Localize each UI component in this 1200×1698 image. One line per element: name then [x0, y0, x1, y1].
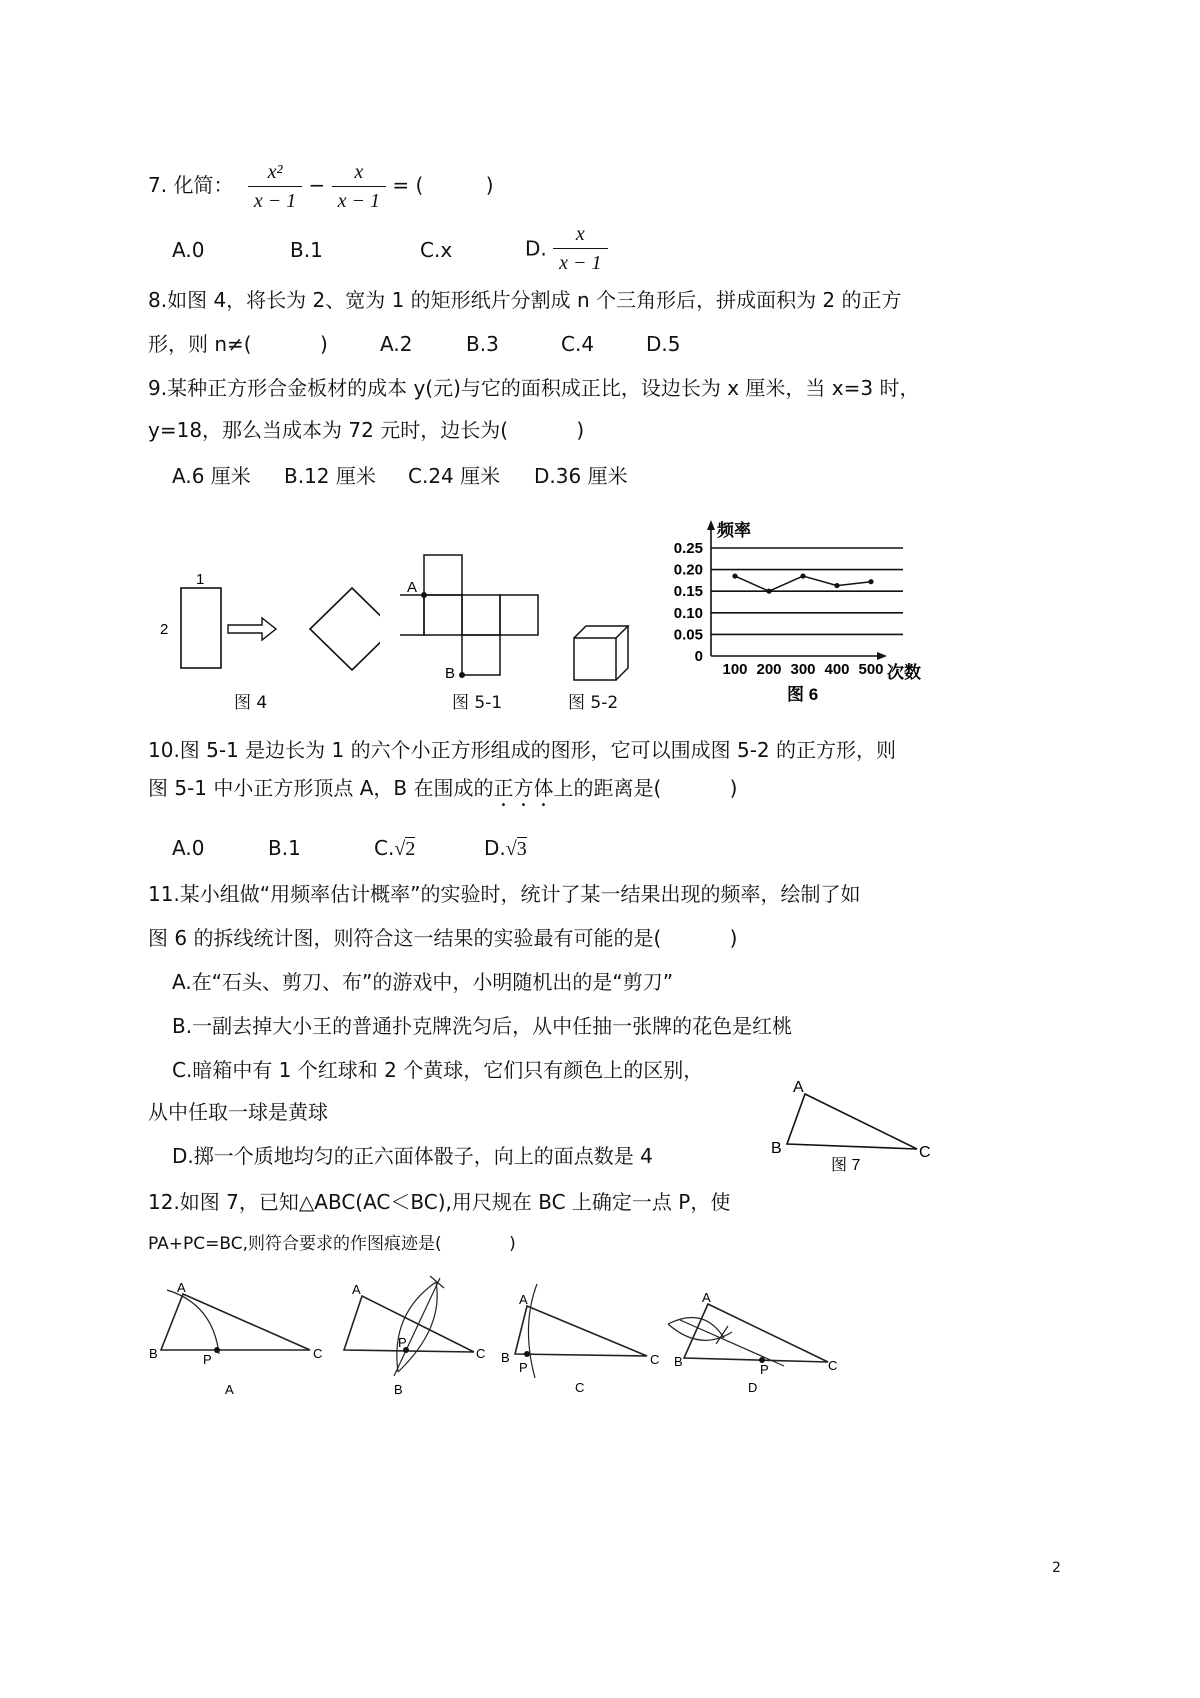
- x-tick-label: 400: [824, 661, 850, 678]
- y-tick-label: 0: [694, 648, 703, 665]
- q8-option-c: C.4: [561, 332, 595, 356]
- figure-7: [765, 1075, 940, 1175]
- q7-option-a: A.0: [172, 238, 205, 262]
- fig5-1-label-b: B: [445, 665, 456, 680]
- q7-den1: x − 1: [253, 190, 297, 212]
- q7-fraction-2: [332, 160, 386, 213]
- q9-close: ): [576, 418, 585, 442]
- fig5-1-caption: 图 5-1: [452, 693, 503, 713]
- q10-option-d-radicand: 3: [516, 838, 527, 860]
- q11-line-2: [148, 924, 737, 952]
- q12-b-caption: B: [394, 1382, 403, 1397]
- q10-line-2-a: 图 5-1 中小正方形顶点 A，B 在围成的: [148, 776, 494, 800]
- data-point: [766, 589, 771, 594]
- data-point: [800, 573, 805, 578]
- q10-option-c: [374, 834, 415, 863]
- fig4-height-label: 2: [160, 621, 169, 638]
- figure-5-1: [400, 550, 560, 680]
- fig6-x-title: 次数: [887, 663, 921, 682]
- fig5-1-label-a: A: [407, 579, 418, 596]
- fig4-caption: 图 4: [234, 693, 268, 713]
- fig6-y-title: 频率: [717, 521, 751, 540]
- q10-line-1: 10.图 5-1 是边长为 1 的六个小正方形组成的图形，它可以围成图 5-2 的正方形，则: [148, 738, 897, 762]
- q12-b-label-a: A: [352, 1282, 361, 1297]
- q11-line-2-text: 图 6 的拆线统计图，则符合这一结果的实验最有可能的是(: [148, 926, 662, 950]
- q12-b-label-p: P: [398, 1335, 407, 1350]
- q12-c-label-a: A: [519, 1292, 528, 1307]
- q7-num1: x²: [248, 160, 302, 187]
- q12-c-label-p: P: [519, 1360, 528, 1375]
- q12-a-label-c: C: [313, 1346, 323, 1361]
- q7-option-d-den: x − 1: [559, 252, 602, 274]
- q10-option-d-sqrt: √: [505, 838, 517, 860]
- q7-eq: = (: [392, 173, 424, 197]
- y-axis-arrow-icon: [707, 520, 715, 530]
- q7-option-d-prefix: D.: [525, 236, 547, 261]
- q9-option-d: D.36 厘米: [534, 464, 628, 488]
- q9-option-b: B.12 厘米: [284, 464, 376, 488]
- q12-d-label-b: B: [674, 1354, 683, 1369]
- q11-option-a: A.在“石头、剪刀、布”的游戏中，小明随机出的是“剪刀”: [172, 970, 674, 994]
- q9-line-2: [148, 416, 584, 444]
- q10-option-c-radicand: 2: [405, 838, 416, 860]
- x-tick-label: 300: [790, 661, 816, 678]
- q12-line-2: [148, 1230, 516, 1258]
- q7-den2: x − 1: [337, 190, 381, 212]
- q12-a-label-a: A: [177, 1280, 186, 1295]
- fig7-label-c: C: [919, 1144, 931, 1161]
- q7-option-b: B.1: [290, 238, 323, 262]
- q7-minus: −: [308, 173, 326, 197]
- y-tick-label: 0.10: [673, 604, 703, 622]
- q10-option-c-sqrt: √: [394, 838, 406, 860]
- q7-option-d-fraction: [553, 222, 607, 275]
- q10-line-2: [148, 774, 737, 811]
- q12-diagram-b: [340, 1272, 500, 1407]
- x-tick-label: 100: [722, 661, 748, 678]
- q10-close: ): [729, 776, 738, 800]
- q7-prefix: 7. 化简：: [148, 173, 234, 197]
- q12-b-label-c: C: [476, 1346, 486, 1361]
- q11-option-d: D.掷一个质地均匀的正六面体骰子，向上的面点数是 4: [172, 1144, 653, 1168]
- q7-fraction-1: [248, 160, 302, 213]
- q8-option-d: D.5: [646, 332, 681, 356]
- figure-5-2: [568, 620, 638, 685]
- fig7-label-b: B: [771, 1140, 782, 1157]
- q11-option-b: B.一副去掉大小王的普通扑克牌洗匀后，从中任抽一张牌的花色是红桃: [172, 1014, 793, 1038]
- q7-option-c: C.x: [420, 238, 453, 262]
- fig7-label-a: A: [793, 1079, 804, 1096]
- q12-a-label-p: P: [203, 1352, 212, 1367]
- q10-option-c-label: C.: [374, 836, 395, 860]
- q8-option-a: A.2: [380, 332, 413, 356]
- figure-6-chart: [655, 510, 940, 705]
- q12-line-1: 12.如图 7，已知△ABC(AC＜BC),用尺规在 BC 上确定一点 P，使: [148, 1190, 731, 1214]
- q7-num2: x: [332, 160, 386, 187]
- data-point: [834, 583, 839, 588]
- figure-4: [150, 560, 380, 680]
- q10-option-d-label: D.: [484, 836, 506, 860]
- fig4-width-label: 1: [196, 571, 205, 588]
- q10-line-2-b: 上的距离是(: [553, 776, 662, 800]
- q10-option-d: [484, 834, 527, 863]
- q12-close: ): [509, 1234, 516, 1254]
- x-tick-label: 200: [756, 661, 782, 678]
- y-tick-label: 0.25: [673, 540, 703, 557]
- q12-a-caption: A: [225, 1382, 234, 1397]
- y-tick-label: 0.20: [673, 561, 703, 579]
- q12-line-2-text: PA+PC=BC,则符合要求的作图痕迹是(: [148, 1234, 442, 1254]
- x-axis-arrow-icon: [877, 652, 887, 660]
- q12-d-label-p: P: [760, 1362, 769, 1377]
- q12-a-label-b: B: [149, 1346, 158, 1361]
- q11-option-c-line-2: 从中任取一球是黄球: [148, 1100, 328, 1124]
- q10-option-a: A.0: [172, 836, 205, 860]
- q7-option-d: [525, 222, 608, 275]
- q9-option-c: C.24 厘米: [408, 464, 501, 488]
- q8-option-b: B.3: [466, 332, 499, 356]
- q7-line: [148, 160, 494, 213]
- q9-option-a: A.6 厘米: [172, 464, 251, 488]
- q11-option-c-line-1: C.暗箱中有 1 个红球和 2 个黄球，它们只有颜色上的区别，: [172, 1058, 704, 1082]
- q12-d-caption: D: [748, 1380, 758, 1395]
- page-number: 2: [1052, 1560, 1061, 1576]
- data-point: [868, 579, 873, 584]
- data-point: [732, 573, 737, 578]
- q7-close: ): [485, 173, 494, 197]
- y-tick-label: 0.05: [673, 626, 703, 644]
- y-tick-label: 0.15: [673, 583, 703, 601]
- q12-diagram-d: [660, 1282, 845, 1407]
- x-tick-label: 500: [858, 661, 884, 678]
- q8-line-1: 8.如图 4，将长为 2、宽为 1 的矩形纸片分割成 n 个三角形后，拼成面积为 2 的正方: [148, 288, 902, 312]
- q12-c-caption: C: [575, 1380, 585, 1395]
- q9-line-1: 9.某种正方形合金板材的成本 y(元)与它的面积成正比，设边长为 x 厘米，当 x=3 时，: [148, 376, 920, 400]
- q11-line-1: 11.某小组做“用频率估计概率”的实验时，统计了某一结果出现的频率，绘制了如: [148, 882, 861, 906]
- fig7-caption: 图 7: [831, 1157, 861, 1174]
- q12-diagram-c: [497, 1280, 667, 1405]
- q12-c-label-c: C: [650, 1352, 660, 1367]
- q8-line-2: [148, 330, 328, 358]
- q9-line-2-text: y=18，那么当成本为 72 元时，边长为(: [148, 418, 509, 442]
- q8-close: ): [319, 332, 328, 356]
- q12-d-label-c: C: [828, 1358, 838, 1373]
- q12-d-label-a: A: [702, 1290, 711, 1305]
- q10-emphasis: 正方体: [493, 776, 554, 800]
- q12-c-label-b: B: [501, 1350, 510, 1365]
- q12-diagram-a: [145, 1280, 330, 1405]
- q7-option-d-num: x: [553, 222, 607, 249]
- fig6-caption: 图 6: [787, 685, 819, 704]
- q11-close: ): [729, 926, 738, 950]
- fig5-2-caption: 图 5-2: [568, 693, 619, 713]
- q8-prefix: 形，则 n≠(: [148, 332, 252, 356]
- q10-option-b: B.1: [268, 836, 301, 860]
